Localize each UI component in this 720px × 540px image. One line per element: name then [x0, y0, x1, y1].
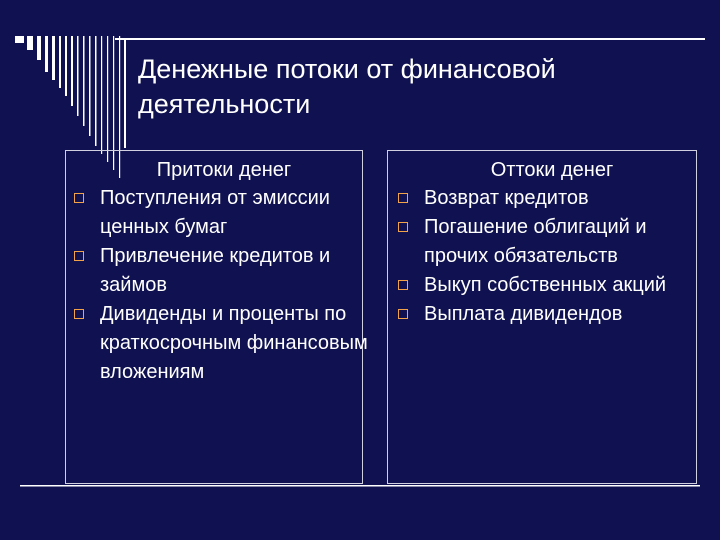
list-item — [388, 271, 696, 300]
list-item — [388, 213, 696, 271]
outflows-heading: Оттоки денег — [490, 159, 614, 181]
square-bullet-icon — [74, 193, 84, 203]
bottom-rule — [20, 485, 700, 487]
list-item — [10, 242, 362, 300]
square-bullet-icon — [74, 251, 84, 261]
outflows-panel — [387, 150, 697, 484]
list-item-text: Возврат кредитов — [424, 187, 589, 209]
square-bullet-icon — [398, 280, 408, 290]
list-item-text: Выкуп собственных акций — [424, 274, 667, 296]
inflows-list — [66, 184, 368, 387]
top-rule — [115, 38, 705, 40]
inflows-panel — [65, 150, 368, 484]
slide-title — [138, 52, 698, 122]
square-bullet-icon — [74, 309, 84, 319]
list-item-text: Выплата дивидендов — [424, 303, 623, 325]
list-item-text: Привлечение кредитов и займов — [100, 245, 331, 296]
square-bullet-icon — [398, 222, 408, 232]
list-item — [10, 184, 362, 242]
list-item — [388, 184, 696, 213]
title-line-2: деятельности — [138, 89, 311, 119]
outflows-list — [388, 184, 696, 329]
title-line-1: Денежные потоки от финансовой — [138, 54, 556, 84]
square-bullet-icon — [398, 193, 408, 203]
inflows-heading: Притоки денег — [156, 159, 292, 181]
list-item — [10, 300, 368, 387]
list-item-text: Поступления от эмиссии ценных бумаг — [100, 187, 330, 238]
list-item-text: Дивиденды и проценты по краткосрочным финансовым вложениям — [100, 303, 368, 383]
list-item-text: Погашение облигаций и прочих обязательств — [424, 216, 647, 267]
left-rule — [124, 38, 126, 148]
list-item — [388, 300, 696, 329]
square-bullet-icon — [398, 309, 408, 319]
